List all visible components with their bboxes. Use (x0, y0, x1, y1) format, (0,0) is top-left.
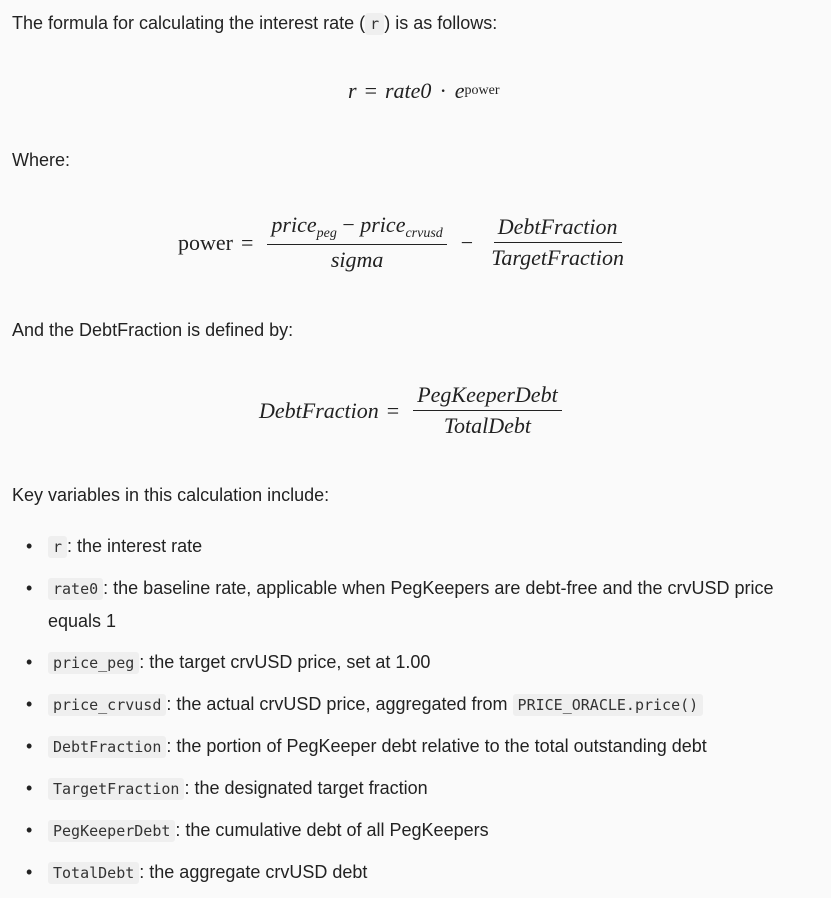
math-minus: − (342, 212, 355, 237)
intro-before: The formula for calculating the interest rate ( (12, 13, 366, 33)
inline-code: rate0 (48, 578, 103, 600)
math-dot: · (439, 78, 447, 103)
math-minus: − (460, 229, 474, 255)
intro-after: ) is as follows: (384, 13, 498, 33)
intro-text (12, 11, 497, 36)
math-debtfraction: DebtFraction (259, 397, 379, 423)
list-item (0, 814, 831, 847)
list-item (0, 772, 831, 805)
formula-interest-rate (348, 78, 500, 104)
list-item (0, 572, 831, 637)
inline-code: price_crvusd (48, 694, 166, 716)
list-item (0, 688, 831, 721)
pegkeeper-fraction (413, 382, 562, 439)
math-totaldebt: TotalDebt (443, 413, 532, 438)
math-crvusd: crvusd (405, 226, 443, 241)
math-eq: = (240, 229, 254, 255)
item-desc: : the aggregate crvUSD debt (139, 862, 368, 882)
item-desc: : the target crvUSD price, set at 1.00 (139, 652, 431, 672)
math-peg: peg (316, 226, 337, 241)
debt-fraction (487, 214, 628, 271)
item-desc: : the cumulative debt of all PegKeepers (175, 820, 489, 840)
list-item (0, 646, 831, 679)
formula-debt-fraction (259, 382, 568, 439)
list-item (0, 856, 831, 889)
math-pegkeeperdebt: PegKeeperDebt (413, 382, 562, 411)
math-r: r (348, 78, 357, 103)
list-item (0, 730, 831, 763)
math-e: e (454, 78, 465, 103)
variables-list (0, 530, 831, 898)
inline-code: price_peg (48, 652, 139, 674)
item-desc: : the designated target fraction (184, 778, 428, 798)
math-eq: = (386, 397, 400, 423)
item-desc: : the interest rate (67, 536, 203, 556)
formula-power (178, 212, 634, 273)
item-desc: : the portion of PegKeeper debt relative to the total outstanding debt (166, 736, 707, 756)
item-desc: : the actual crvUSD price, aggregated from (166, 694, 513, 714)
inline-code: PRICE_ORACLE.price() (513, 694, 704, 716)
inline-code: r (365, 13, 384, 35)
key-intro: Key variables in this calculation include: (12, 485, 330, 505)
price-fraction (267, 212, 446, 273)
inline-code: r (48, 536, 67, 558)
math-targetfraction: TargetFraction (491, 245, 625, 270)
debt-intro: And the DebtFraction is defined by: (12, 320, 294, 340)
math-exp: power (464, 83, 500, 98)
item-desc: : the baseline rate, applicable when PegKeepers are debt-free and the crvUSD price equals 1 (48, 578, 774, 631)
math-price: price (360, 212, 406, 237)
math-debtfraction: DebtFraction (494, 214, 622, 243)
inline-code: DebtFraction (48, 736, 166, 758)
math-price: price (271, 212, 317, 237)
inline-code: PegKeeperDebt (48, 820, 175, 842)
math-rate0: rate0 (384, 78, 432, 103)
where-label: Where: (12, 150, 71, 170)
inline-code: TargetFraction (48, 778, 184, 800)
math-sigma: sigma (330, 247, 384, 272)
math-power: power (178, 229, 233, 255)
inline-code: TotalDebt (48, 862, 139, 884)
list-item (0, 530, 831, 563)
math-eq: = (364, 78, 377, 103)
